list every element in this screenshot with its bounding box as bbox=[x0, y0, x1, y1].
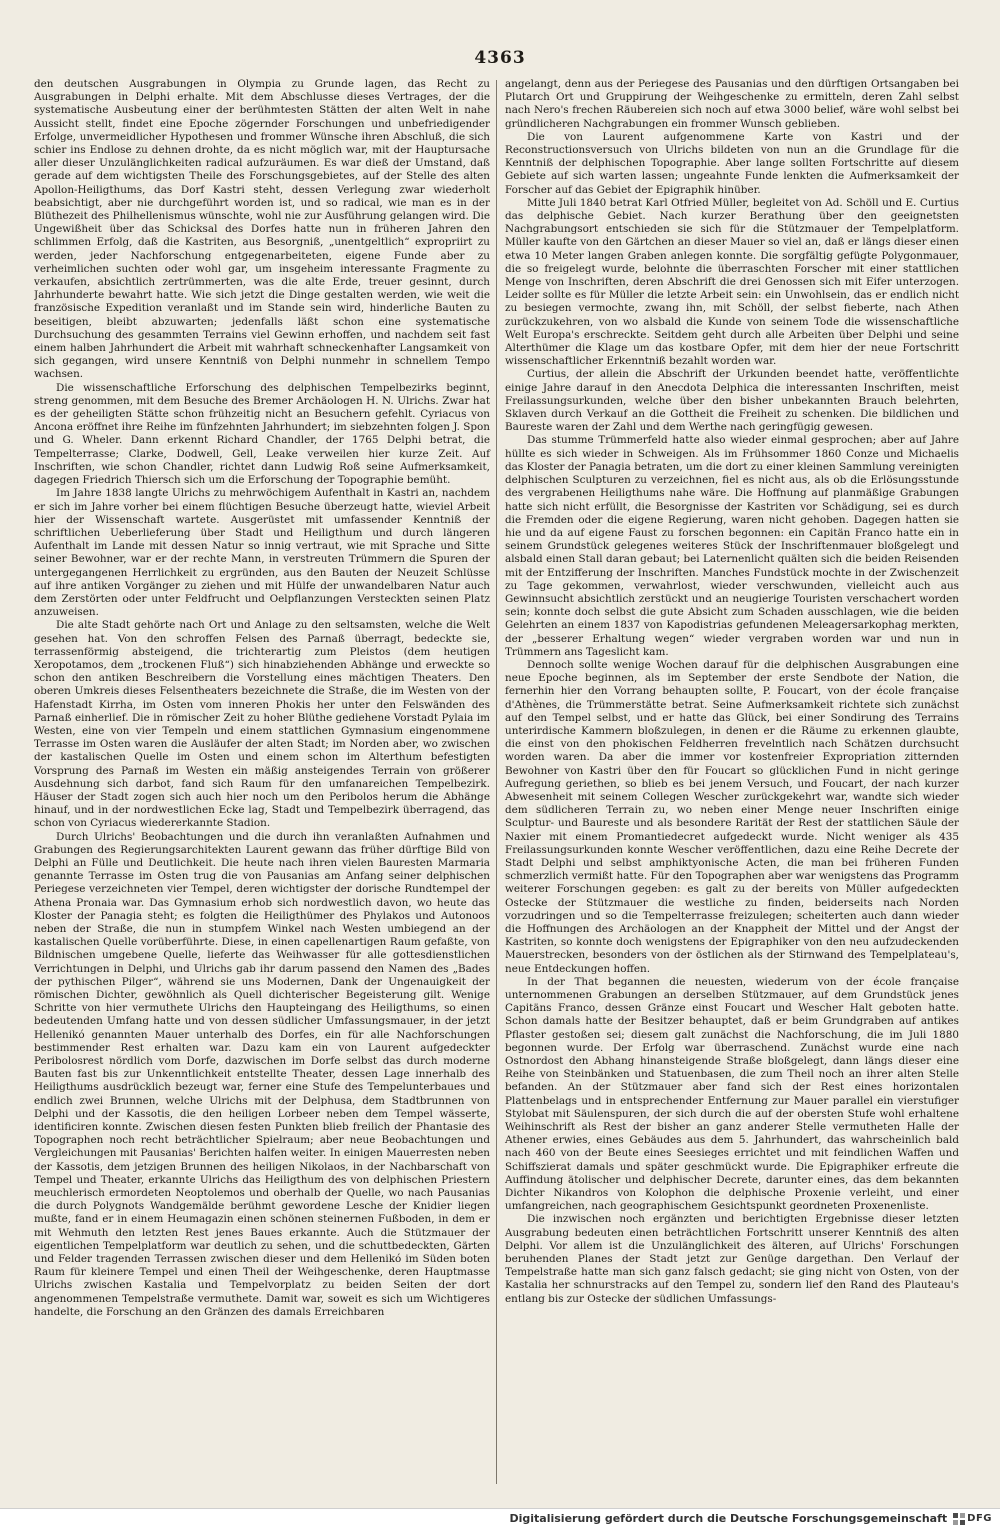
right-paragraph-3: Mitte Juli 1840 betrat Karl Otfried Müller, begleitet von Ad. Schöll und E. Curtius das delphische Gebiet. Nach kurzer Berathung über den geeignetsten Nachgrabungsort entschieden sie sich für die Stützmauer der Tempelplatform. Müller kaufte von den Gärtchen an dieser Mauer so viel an, daß er längs dieser einen etwa 10 Meter langen Graben anlegen konnte. Die sorgfältig gefügte Polygonmauer, die so freigelegt wurde, belohnte die überraschten Forscher mit einer stattlichen Menge von Inschriften, deren Abschrift die drei Genossen sich mit Eifer unterzogen. Leider sollte es für Müller die letzte Arbeit sein: ein Unwohlsein, das er endlich nicht zu besiegen vermochte, zwang ihn, mit Schöll, der selbst fieberte, nach Athen zurückzukehren, von wo alsbald die Kunde von seinem Tode die wissenschaftliche Welt Europa's erschreckte. Seitdem geht durch alle Arbeiten über Delphi und seine Alterthümer die Klage um das kostbare Opfer, mit dem hier der neue Fortschritt wissenschaftlicher Erkenntniß bezahlt worden war. bbox=[505, 196, 959, 368]
left-paragraph-5: Durch Ulrichs' Beobachtungen und die durch ihn veranlaßten Aufnahmen und Grabungen des Regierungsarchitekten Laurent gewann das früher dürftige Bild von Delphi an Fülle und Deutlichkeit. Die heute nach ihren vielen Bauresten Marmaria genannte Terrasse im Osten trug die von Pausanias am Anfang seiner delphischen Periegese verzeichneten vier Tempel, deren wichtigster der dorische Rundtempel der Athena Pronaia war. Das Gymnasium erhob sich nordwestlich davon, wo heute das Kloster der Panagia steht; es folgten die Heiligthümer des Phylakos und Autonoos neben der Straße, die nun in stumpfem Winkel nach Westen umbiegend an der kastalischen Quelle vorüberführte. Diese, in einen capellenartigen Raum gefaßte, von Bildnischen umgebene Quelle, lieferte das Weihwasser für alle gottesdienstlichen Verrichtungen in Delphi, und Ulrichs gab ihr darum passend den Namen des „Bades der pythischen Pilger“, während sie uns Modernen, Dank der Ungenauigkeit der römischen Dichter, gewöhnlich als Quell dichterischer Begeisterung gilt. Wenige Schritte von hier vermuthete Ulrichs den Haupteingang des Heiligthums, so einen bedeutenden Umfang hatte und von dessen südlicher Umfassungsmauer, in der jetzt Hellenikó genannten Mauer unterhalb des Dorfes, ein für alle Nachforschungen bestimmender Rest erhalten war. Dazu kam ein von Laurent aufgedeckter Peribolosrest nördlich vom Dorfe, dazwischen im Dorfe selbst das durch moderne Bauten fast bis zur Unkenntlichkeit entstellte Theater, dessen Lage innerhalb des Heiligthums ausdrücklich bezeugt war, ferner eine Stufe des Tempelunterbaues und endlich zwei Brunnen, welche Ulrichs mit der Delphusa, dem Stadtbrunnen von Delphi und der Kassotis, die den heiligen Lorbeer neben dem Tempel wässerte, identificiren konnte. Zwischen diesen festen Punkten blieb freilich der Phantasie des Topographen noch recht beträchtlicher Spielraum; aber neue Beobachtungen und Vergleichungen mit Pausanias' Berichten halfen weiter. In einigen Mauerresten neben der Kassotis, dem jetzigen Brunnen des heiligen Nikolaos, in der Nachbarschaft von Tempel und Theater, erkannte Ulrichs das Heiligthum des von delphischen Priestern meuchlerisch ermordeten Neoptolemos und oberhalb der Quelle, wo nach Pausanias die durch Polygnots Wandgemälde berühmt gewordene Lesche der Knidier liegen mußte, fand er in einem Heumagazin einen schönen steinernen Fußboden, in dem er mit Wehmuth den letzten Rest jenes Baues erkannte. Auch die Stützmauer der eigentlichen Tempelplatform war deutlich zu sehen, und die schuttbedeckten, Gärten und Felder tragenden Terrassen zwischen dieser und dem Hellenikó im Süden boten Raum für kleinere Tempel und einen Theil der Weihgeschenke, deren Hauptmasse Ulrichs zwischen Kastalia und Tempelvorplatz zu beiden Seiten der dort angenommenen Tempelstraße vermuthete. Damit war, soweit es sich um Wichtigeres handelte, die Forschung an den Gränzen des damals Erreichbaren bbox=[34, 830, 490, 1318]
right-paragraph-1: angelangt, denn aus der Periegese des Pausanias und den dürftigen Ortsangaben bei Plutarch Ort und Gruppirung der Weihgeschenke zu ermitteln, deren Zahl selbst nach Nero's frechen Räubereien sich noch auf etwa 3000 belief, wäre wohl selbst bei gründlicheren Nachgrabungen ein frommer Wunsch geblieben. bbox=[505, 78, 959, 130]
digitization-footer bbox=[0, 1508, 1000, 1528]
dfg-mark-icon bbox=[953, 1513, 965, 1525]
right-paragraph-6: Dennoch sollte wenige Wochen darauf für die delphischen Ausgrabungen eine neue Epoche beginnen, als im September der erste Sendbote der Nation, die fernerhin hier den Vorrang behaupten sollte, P. Foucart, von der école française d'Athènes, die Trümmerstätte betrat. Seine Aufmerksamkeit richtete sich zunächst auf den Tempel selbst, und er hatte das Glück, bei einer Sondirung des Terrains unterirdische Kammern bloßzulegen, in denen er die Räume zu erkennen glaubte, die einst von den phokischen Feldherren frevelntlich nach Schätzen durchsucht worden waren. Da aber die immer vor kostenfreier Expropriation zitternden Bewohner von Kastri über den für Foucart so glücklichen Fund in nicht geringe Aufregung geriethen, so blieb es bei jenem Versuch, und Foucart, der nach kurzer Abwesenheit mit seinem Collegen Wescher zurückgekehrt war, wandte sich wieder dem südlicheren Terrain zu, wo neben einer Menge neuer Inschriften einige Sculptur- und Baureste und als besondere Rarität der Rest der stattlichen Säule der Naxier mit einem Promantiedecret aufgedeckt wurde. Nicht weniger als 435 Freilassungsurkunden konnte Wescher veröffentlichen, dazu eine Reihe Decrete der Stadt Delphi und selbst amphiktyonische Acten, die man bei früheren Funden schmerzlich vermißt hatte. Für den Topographen aber war wenigstens das Programm weiterer Forschungen gegeben: es galt zu der bereits von Müller aufgedeckten Ostecke der Stützmauer die westliche zu finden, beiderseits nach Norden vorzudringen und so die Tempelterrasse freizulegen; scheiterten auch dann wieder die Hoffnungen des Archäologen an der Knappheit der Mittel und der Angst der Kastriten, so konnte doch wenigstens der Epigraphiker von den neu aufzudeckenden Mauerstrecken, besonders von der östlichen als der Stirnwand des Tempelplateau's, neue Entdeckungen hoffen. bbox=[505, 658, 959, 975]
left-paragraph-1: den deutschen Ausgrabungen in Olympia zu Grunde lagen, das Recht zu Ausgrabungen in Delphi erhalte. Mit dem Abschlusse dieses Vertrages, der die systematische Ausbeutung einer der berühmtesten Stätten der alten Welt in nahe Aussicht stellt, findet eine Epoche zögernder Forschungen und unbefriedigender Erfolge, unvermeidlicher Hypothesen und frommer Wünsche ihren Abschluß, die sich schier ins Endlose zu dehnen drohte, da es nicht möglich war, mit der Hauptursache aller dieser Unzulänglichkeiten radical aufzuräumen. Es war dieß der Umstand, daß gerade auf dem wichtigsten Theile des Forschungsgebietes, auf der Stelle des alten Apollon-Heiligthums, das Dorf Kastri steht, dessen Verlegung zwar wiederholt beabsichtigt, aber nie durchgeführt worden ist, und so radical, wie man es in der Blüthezeit des Philhellenismus wünschte, wohl nie zur Ausführung gelangen wird. Die Ungewißheit über das Schicksal des Dorfes hatte nun in früheren Jahren den schlimmen Erfolg, daß die Kastriten, aus Besorgniß, „unentgeltlich“ expropriirt zu werden, jeder Nachforschung entgegenarbeiteten, eigene Funde aber zu verheimlichen suchten oder wohl gar, um insgeheim interessante Fragmente zu verkaufen, absichtlich zertrümmerten, was die alte Erde, treuer gesinnt, durch Jahrhunderte bewahrt hatte. Wie sich jetzt die Dinge gestalten werden, wie weit die französische Expedition veranlaßt und im Stande sein wird, hinderliche Bauten zu beseitigen, bleibt abzuwarten; jedenfalls läßt schon eine systematische Durchsuchung des gesammten Terrains viel Gewinn erhoffen, und nachdem seit fast einem halben Jahrhundert die Arbeit mit wahrhaft schneckenhafter Langsamkeit von sich gegangen, wird unsere Kenntniß von Delphi nunmehr in schnellem Tempo wachsen. bbox=[34, 78, 490, 381]
dfg-logo-text: DFG bbox=[967, 1513, 992, 1524]
dfg-logo bbox=[953, 1513, 992, 1525]
left-paragraph-4: Die alte Stadt gehörte nach Ort und Anlage zu den seltsamsten, welche die Welt gesehen hat. Von den schroffen Felsen des Parnaß überragt, bedeckte sie, terrassenförmig absteigend, die trichterartig zum Pleistos (dem heutigen Xeropotamos, dem „trockenen Fluß“) sich hinabziehenden Abhänge und erweckte so schon den antiken Beschreibern die Vorstellung eines mächtigen Theaters. Den oberen Umkreis dieses Felsentheaters bezeichnete die Straße, die im Westen von der Hafenstadt Kirrha, im Osten vom inneren Phokis her unter den Felswänden des Parnaß einherlief. Die in römischer Zeit zu hoher Blüthe gediehene Vorstadt Pylaia im Westen, eine von vier Tempeln und einem stattlichen Gymnasium eingenommene Terrasse im Osten waren die Ausläufer der alten Stadt; im Norden aber, wo zwischen der kastalischen Quelle im Osten und einem schon im Alterthum befestigten Vorsprung des Parnaß im Westen ein mäßig ansteigendes Terrain von größerer Ausdehnung sich darbot, fand sich Raum für den umfanareichen Tempelbezirk. Häuser der Stadt zogen sich auch hier noch um den Peribolos herum die Abhänge hinauf, und in der nordwestlichen Ecke lag, Stadt und Tempelbezirk überragend, das schon von Cyriacus wiedererkannte Stadion. bbox=[34, 619, 490, 830]
right-column bbox=[497, 78, 959, 1488]
right-paragraph-7: In der That begannen die neuesten, wiederum von der école française unternommenen Grabungen an derselben Stützmauer, auf dem Grundstück jenes Capitäns Franco, dessen Gränze einst Foucart und Wescher Halt geboten hatte. Schon damals hatte der Besitzer behauptet, daß er beim Grundgraben auf antikes Pflaster gestoßen sei; diesem galt zunächst die Nachforschung, die im Juli 1880 begonnen wurde. Der Erfolg war überraschend. Zunächst wurde eine nach Ostnordost den Abhang hinansteigende Straße bloßgelegt, dann längs dieser eine Reihe von Steinbänken und Statuenbasen, die zum Theil noch an ihrer alten Stelle befanden. An der Stützmauer aber fand sich der Rest eines horizontalen Plattenbelags und in entsprechender Entfernung zur Mauer parallel ein vierstufiger Stylobat mit Säulenspuren, der sich durch die auf der obersten Stufe wohl erhaltene Weihinschrift als Rest der bisher an ganz anderer Stelle vermutheten Halle der Athener erwies, eines Gebäudes aus dem 5. Jahrhundert, das wahrscheinlich bald nach 460 von der Beute eines Seesieges errichtet und mit feindlichen Waffen und Schiffszierat damals und später geschmückt wurde. Die Epigraphiker erfreute die Auffindung ätolischer und delphischer Decrete, darunter eines, das dem bekannten Dichter Nikandros von Kolophon die delphische Proxenie verleiht, und einer umfangreichen, nach geographischem Gesichtspunkt geordneten Proxenenliste. bbox=[505, 975, 959, 1213]
left-paragraph-2: Die wissenschaftliche Erforschung des delphischen Tempelbezirks beginnt, streng genommen, mit dem Besuche des Bremer Archäologen H. N. Ulrichs. Zwar hat es der geheiligten Stätte schon frühzeitig nicht an Besuchern gefehlt. Cyriacus von Ancona eröffnet ihre Reihe im fünfzehnten Jahrhundert; im siebzehnten folgen J. Spon und G. Wheler. Dann erkennt Richard Chandler, der 1765 Delphi betrat, die Tempelterrasse; Clarke, Dodwell, Gell, Leake verweilen hier kurze Zeit. Auf Inschriften, wie schon Chandler, richtet dann Ludwig Roß seine Aufmerksamkeit, dagegen Friedrich Thiersch sich um die Erforschung der Topographie bemüht. bbox=[34, 381, 490, 487]
text-columns bbox=[34, 78, 966, 1488]
left-paragraph-3: Im Jahre 1838 langte Ulrichs zu mehrwöchigem Aufenthalt in Kastri an, nachdem er sich im Jahre vorher bei einem flüchtigen Besuche überzeugt hatte, wieviel Arbeit hier der Wissenschaft wartete. Ausgerüstet mit umfassender Kenntniß der schriftlichen Ueberlieferung über Stadt und Heiligthum und durch längeren Aufenthalt im Lande mit dessen Natur so innig vertraut, wie mit Sprache und Sitte seiner Bewohner, war er der rechte Mann, in verstreuten Trümmern die Spuren der untergegangenen Herrlichkeit zu ergründen, aus den Bauten der Neuzeit Schlüsse auf ihre antiken Vorgänger zu ziehen und mit Hülfe der unwandelbaren Natur auch dem Zerstörten oder unter Feldfrucht und Oelpflanzungen Versteckten seinen Platz anzuweisen. bbox=[34, 487, 490, 619]
left-column bbox=[34, 78, 496, 1488]
page-number: 4363 bbox=[474, 48, 526, 68]
right-paragraph-2: Die von Laurent aufgenommene Karte von Kastri und der Reconstructionsversuch von Ulrichs bildeten von nun an die Grundlage für die Kenntniß der delphischen Topographie. Aber lange sollten Fortschritte auf diesem Gebiete auf sich warten lassen; ungeahnte Funde lenkten die Aufmerksamkeit der Forscher auf das Gebiet der Epigraphik hinüber. bbox=[505, 130, 959, 196]
right-paragraph-8: Die inzwischen noch ergänzten und berichtigten Ergebnisse dieser letzten Ausgrabung bedeuten einen beträchtlichen Fortschritt unserer Kenntniß des alten Delphi. Vor allem ist die Unzulänglichkeit des älteren, auf Ulrichs' Forschungen beruhenden Planes der Stadt jetzt zur Genüge dargethan. Den Verlauf der Tempelstraße hatte man sich ganz falsch gedacht; sie ging nicht von Osten, von der Kastalia her schnurstracks auf den Tempel zu, sondern lief den Rand des Plauteau's entlang bis zur Ostecke der südlichen Umfassungs- bbox=[505, 1213, 959, 1305]
right-paragraph-4: Curtius, der allein die Abschrift der Urkunden beendet hatte, veröffentlichte einige Jahre darauf in den Anecdota Delphica die interessanten Inschriften, meist Freilassungsurkunden, welche über den bisher unbekannten Brauch belehrten, Sklaven durch Verkauf an die Gottheit die Freiheit zu schenken. Die bildlichen und Baureste waren der Zahl und dem Werthe nach geringfügig gewesen. bbox=[505, 368, 959, 434]
footer-credit-text: Digitalisierung gefördert durch die Deutsche Forschungsgemeinschaft bbox=[509, 1512, 948, 1525]
right-paragraph-5: Das stumme Trümmerfeld hatte also wieder einmal gesprochen; aber auf Jahre hüllte es sich wieder in Schweigen. Als im Frühsommer 1860 Conze und Michaelis das Kloster der Panagia betraten, um die dort zu einer kleinen Sammlung vereinigten delphischen Sculpturen zu verzeichnen, fiel es nicht aus, als ob die Erlösungsstunde des vergrabenen Heiligthums nahe wäre. Die Hoffnung auf planmäßige Grabungen hatte sich nicht erfüllt, die Besorgnisse der Kastriten vor Schädigung, sei es durch die Fremden oder die eigene Regierung, waren nicht gehoben. Dagegen hatten sie hie und da auf eigene Faust zu forschen begonnen: ein Capitän Franco hatte ein in seinem Grundstück gelegenes weiteres Stück der Inschriftenmauer bloßgelegt und alsbald einen Stall daran gebaut; bei Laternenlicht quälten sich die beiden Reisenden mit der Entzifferung der Inschriften. Manches Fundstück mochte in der Zwischenzeit zu Tage gekommen, verwahrlost, wieder verschwunden, vielleicht auch aus Gewinnsucht absichtlich zerstückt und an neugierige Touristen verschachert worden sein; konnte doch selbst die gute Absicht zum Schaden ausschlagen, wie die beiden Gelehrten an einem 1837 von Kapodistrias gefundenen Meleagersarkophag merkten, der „besserer Erhaltung wegen“ wieder vergraben worden war und nun in Trümmern ans Tageslicht kam. bbox=[505, 434, 959, 658]
